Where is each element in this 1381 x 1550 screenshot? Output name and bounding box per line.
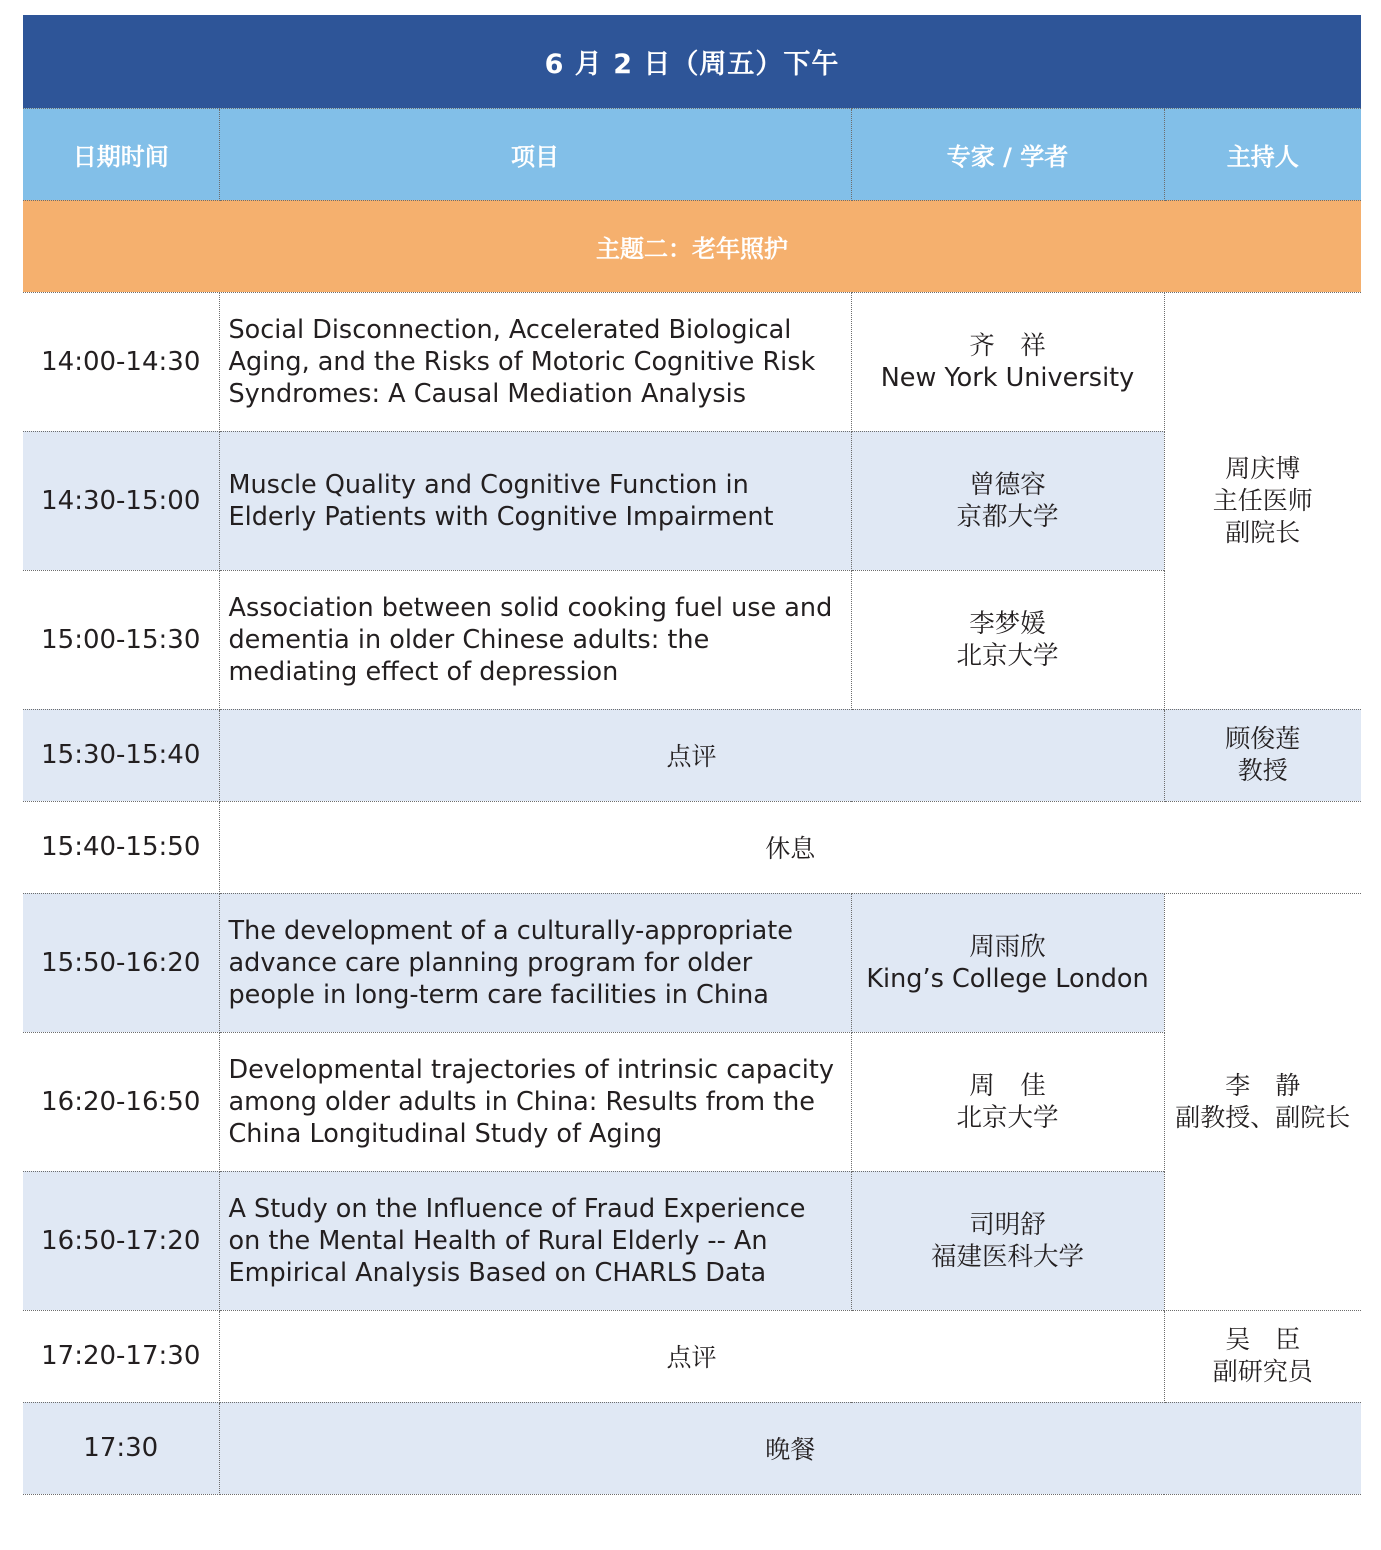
host-title: 教授 — [1237, 756, 1288, 785]
session-time: 15:00-15:30 — [23, 570, 219, 709]
expert-affiliation: 京都大学 — [956, 501, 1059, 532]
header-row — [23, 108, 1361, 200]
table-row — [23, 1032, 1361, 1171]
expert-affiliation: 福建医科大学 — [930, 1241, 1084, 1272]
expert-affiliation: 北京大学 — [956, 1102, 1059, 1133]
table-row — [23, 570, 1361, 709]
expert-affiliation: New York University — [880, 362, 1135, 393]
page-title: 6 月 2 日（周五）下午 — [23, 15, 1361, 108]
session-expert — [851, 431, 1164, 570]
expert-name: 周雨欣 — [969, 931, 1046, 962]
review-row — [23, 709, 1361, 801]
break-label: 休息 — [219, 801, 1361, 893]
session-time: 15:50-16:20 — [23, 893, 219, 1032]
table-row — [23, 431, 1361, 570]
host-title: 副院长 — [1225, 517, 1301, 547]
host-cell — [1164, 893, 1361, 1310]
session-expert — [851, 1171, 1164, 1310]
session-topic: Association between solid cooking fuel use and dementia in older Chinese adults: the mediating effect of depression — [219, 570, 851, 709]
host-name: 顾俊莲 — [1225, 724, 1301, 753]
expert-name: 周 佳 — [969, 1070, 1046, 1101]
host-name: 李 静 — [1225, 1070, 1301, 1100]
session-time: 16:50-17:20 — [23, 1171, 219, 1310]
break-row — [23, 801, 1361, 893]
review-row — [23, 1310, 1361, 1402]
host-cell — [1164, 292, 1361, 709]
session-topic: The development of a culturally-appropriate advance care planning program for older people in long-term care facilities in China — [219, 893, 851, 1032]
host-title: 主任医师 — [1212, 485, 1313, 515]
session-time: 16:20-16:50 — [23, 1032, 219, 1171]
session-topic: Muscle Quality and Cognitive Function in Elderly Patients with Cognitive Impairment — [219, 431, 851, 570]
session-expert — [851, 292, 1164, 431]
table-row — [23, 1171, 1361, 1310]
dinner-label: 晚餐 — [219, 1402, 1361, 1494]
table-row — [23, 893, 1361, 1032]
header-host: 主持人 — [1164, 108, 1361, 200]
host-title: 副研究员 — [1212, 1357, 1313, 1386]
expert-name: 李梦媛 — [969, 608, 1046, 639]
break-time: 15:40-15:50 — [23, 801, 219, 893]
host-title: 副教授、副院长 — [1175, 1102, 1351, 1132]
expert-name: 齐 祥 — [969, 330, 1046, 361]
header-time: 日期时间 — [23, 108, 219, 200]
theme-row — [23, 200, 1361, 292]
expert-affiliation: 北京大学 — [956, 640, 1059, 671]
session-topic: Developmental trajectories of intrinsic capacity among older adults in China: Results from the China Longitudinal Study of Aging — [219, 1032, 851, 1171]
expert-name: 司明舒 — [969, 1209, 1046, 1240]
review-host — [1164, 1310, 1361, 1402]
schedule-table — [23, 15, 1361, 1495]
session-time: 14:00-14:30 — [23, 292, 219, 431]
theme-title: 主题二：老年照护 — [23, 200, 1361, 292]
header-topic: 项目 — [219, 108, 851, 200]
host-name: 周庆博 — [1225, 453, 1301, 483]
title-row — [23, 15, 1361, 108]
host-name: 吴 臣 — [1225, 1325, 1301, 1354]
review-label: 点评 — [219, 1310, 1164, 1402]
review-host — [1164, 709, 1361, 801]
session-expert — [851, 570, 1164, 709]
session-topic: A Study on the Influence of Fraud Experience on the Mental Health of Rural Elderly -- An Empirical Analysis Based on CHARLS Data — [219, 1171, 851, 1310]
review-time: 15:30-15:40 — [23, 709, 219, 801]
session-expert — [851, 893, 1164, 1032]
table-row — [23, 292, 1361, 431]
session-time: 14:30-15:00 — [23, 431, 219, 570]
header-expert: 专家 / 学者 — [851, 108, 1164, 200]
review-label: 点评 — [219, 709, 1164, 801]
dinner-time: 17:30 — [23, 1402, 219, 1494]
dinner-row — [23, 1402, 1361, 1494]
session-topic: Social Disconnection, Accelerated Biological Aging, and the Risks of Motoric Cognitive Risk Syndromes: A Causal Mediation Analysis — [219, 292, 851, 431]
expert-name: 曾德容 — [969, 469, 1046, 500]
session-expert — [851, 1032, 1164, 1171]
expert-affiliation: King’s College London — [866, 963, 1149, 994]
review-time: 17:20-17:30 — [23, 1310, 219, 1402]
